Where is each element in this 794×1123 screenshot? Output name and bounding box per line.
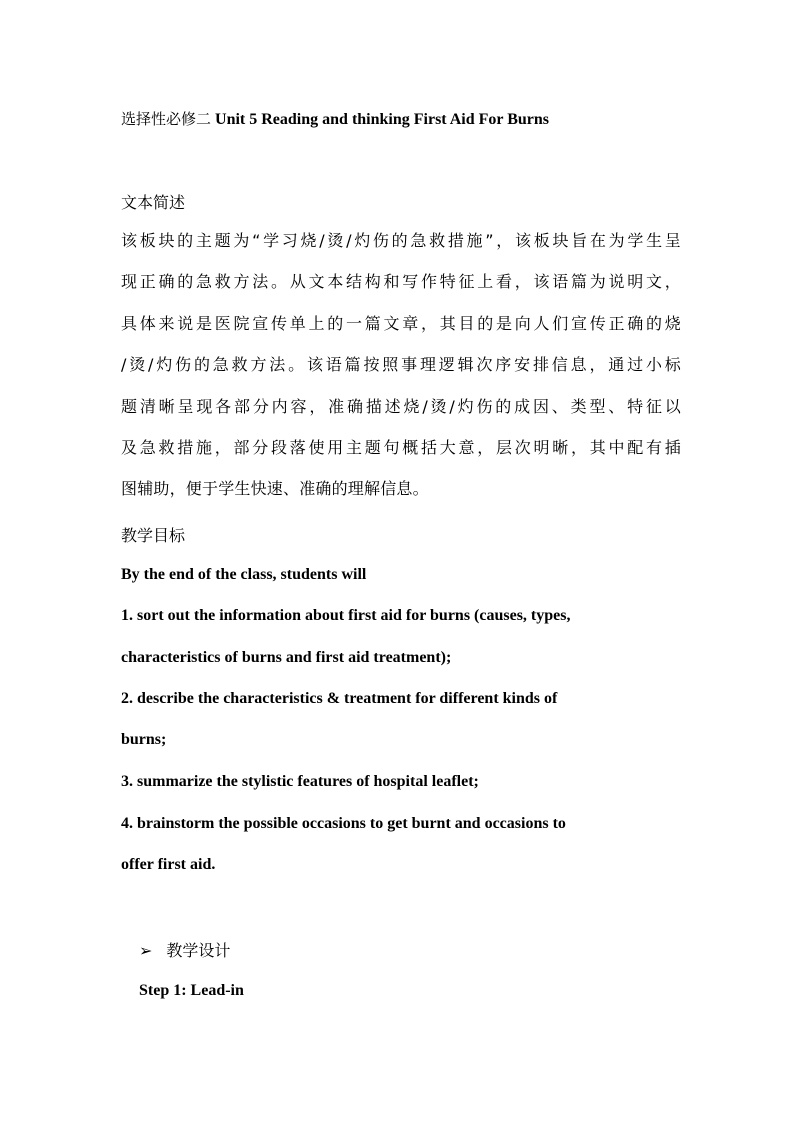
design-heading: 教学设计 [166,941,231,960]
summary-line: 及急救措施，部分段落使用主题句概括大意，层次明晰，其中配有插 [121,438,681,458]
document-title [121,108,549,129]
summary-heading: 文本简述 [121,193,186,212]
title-chinese: 选择性必修二 [121,110,212,128]
objective-line: characteristics of burns and first aid treatment); [121,649,452,666]
summary-line: 题清晰呈现各部分内容，准确描述烧/烫/灼伤的成因、类型、特征以 [121,396,681,416]
objective-line: burns; [121,731,167,748]
objective-line: 1. sort out the information about first aid for burns (causes, types, [121,607,571,624]
objective-line: offer first aid. [121,856,216,873]
step-1-heading: Step 1: Lead-in [139,982,244,999]
design-heading-row [139,938,230,961]
objectives-intro: By the end of the class, students will [121,566,367,583]
summary-line: /烫/灼伤的急救方法。该语篇按照事理逻辑次序安排信息，通过小标 [121,355,681,375]
summary-line: 该板块的主题为“学习烧/烫/灼伤的急救措施”，该板块旨在为学生呈 [121,231,681,250]
summary-line: 图辅助，便于学生快速、准确的理解信息。 [121,479,429,499]
objective-line: 4. brainstorm the possible occasions to get burnt and occasions to [121,815,566,832]
summary-line: 具体来说是医院宣传单上的一篇文章，其目的是向人们宣传正确的烧 [121,313,681,333]
title-english: Unit 5 Reading and thinking First Aid For Burns [211,111,550,128]
objectives-heading: 教学目标 [121,526,186,545]
objective-line: 3. summarize the stylistic features of hospital leaflet; [121,773,479,790]
summary-line: 现正确的急救方法。从文本结构和写作特征上看，该语篇为说明文， [121,272,681,292]
summary-paragraph [121,220,681,510]
objective-line: 2. describe the characteristics & treatment for different kinds of [121,690,558,707]
arrow-bullet-icon: ➢ [139,941,153,960]
